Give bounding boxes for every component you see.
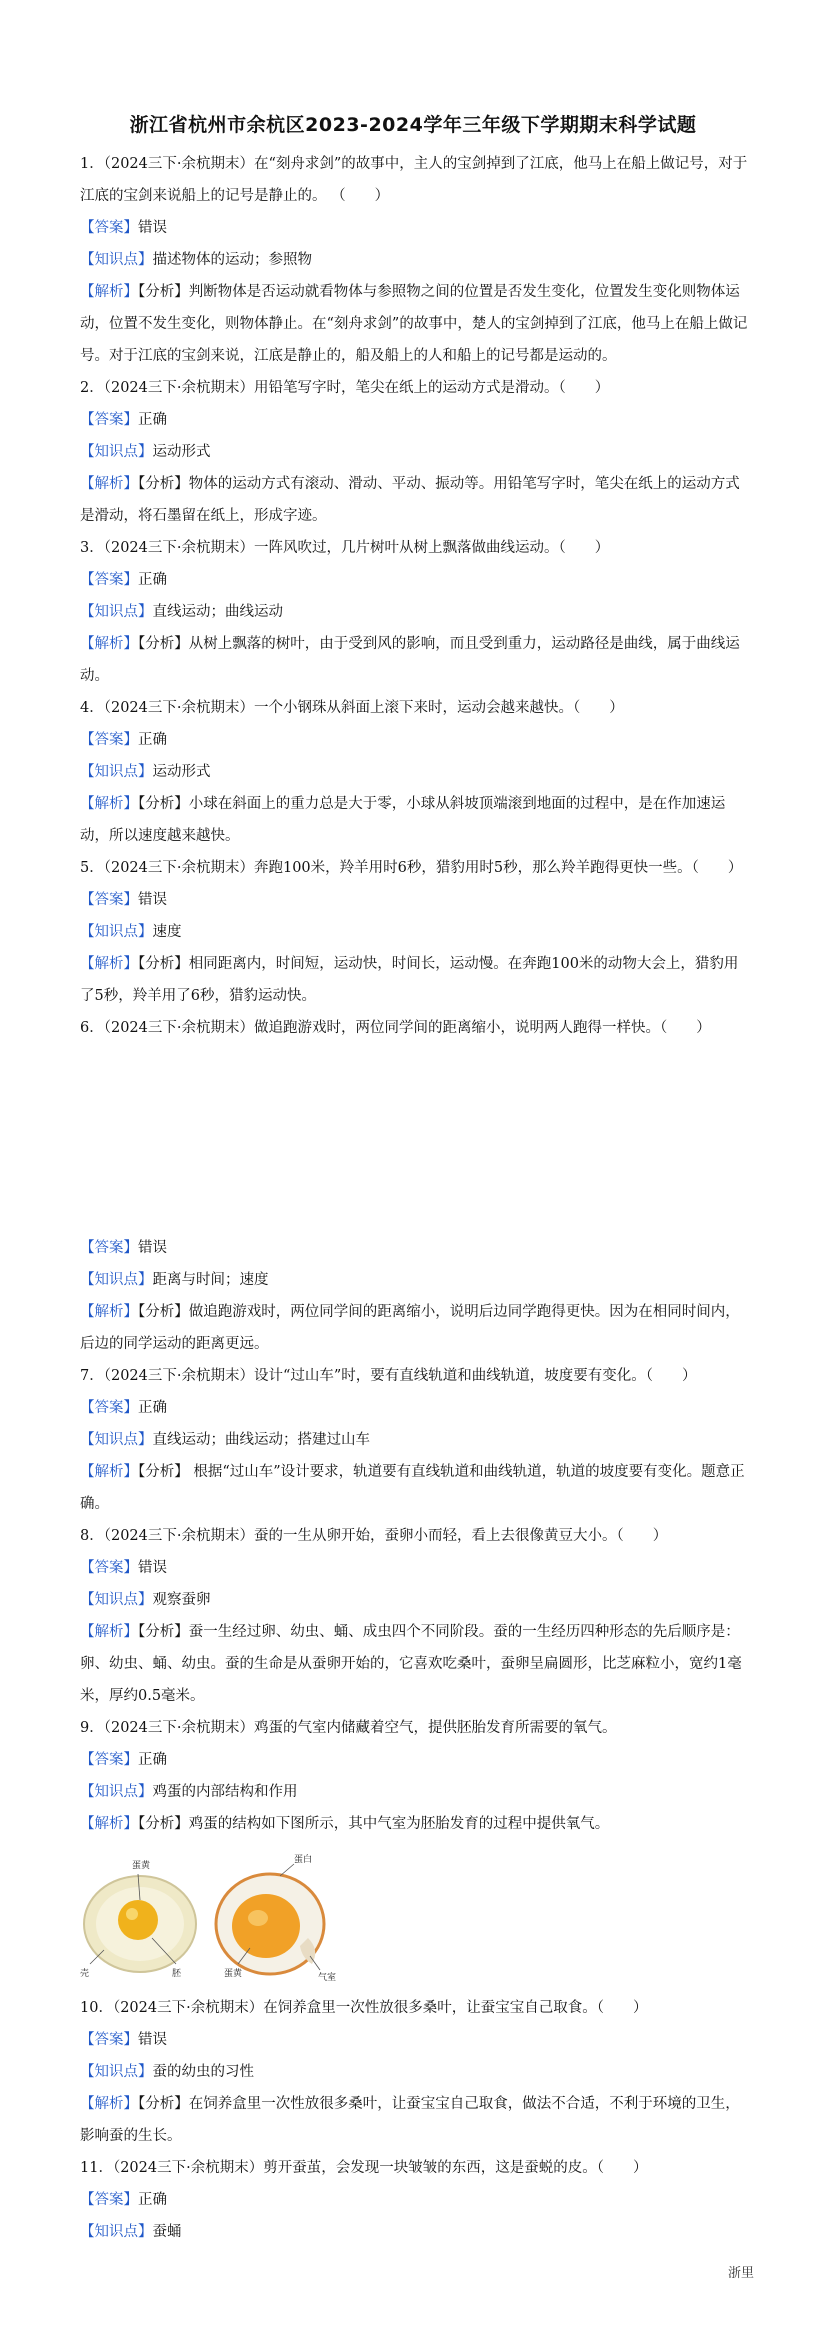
answer-tag: 【答案】 [80,1560,138,1576]
question-block [80,1360,752,1520]
question-block [80,1520,752,1712]
analysis-line [80,2088,752,2152]
page-title: 浙江省杭州市余杭区2023-2024学年三年级下学期期末科学试题 [129,114,697,136]
answer-tag: 【答案】 [80,2192,138,2208]
knowledge-line [80,1424,752,1456]
knowledge-value: 鸡蛋的内部结构和作用 [152,1784,298,1800]
answer-value: 错误 [138,1240,167,1256]
knowledge-value: 运动形式 [152,764,211,780]
answer-line [80,2024,752,2056]
egg-structure-figure [80,1846,380,1986]
answer-line [80,404,752,436]
analysis-line [80,1456,752,1520]
question-stem: 4．（2024三下·余杭期末）一个小钢珠从斜面上滚下来时，运动会越来越快。（ ） [80,700,624,716]
label-egg-white: 蛋白 [294,1855,313,1865]
analysis-tag: 【解析】 [80,796,138,812]
answer-value: 正确 [138,412,167,428]
answer-tag: 【答案】 [80,412,138,428]
answer-value: 正确 [138,732,167,748]
answer-tag: 【答案】 [80,892,138,908]
knowledge-line [80,1584,752,1616]
knowledge-line [80,244,752,276]
answer-tag: 【答案】 [80,2032,138,2048]
knowledge-tag: 【知识点】 [80,252,153,268]
boiled-egg-illustration [216,1864,324,1974]
answer-line [80,1392,752,1424]
analysis-value: 【分析】物体的运动方式有滚动、滑动、平动、振动等。用铅笔写字时，笔尖在纸上的运动方式是滑动，将石墨留在纸上，形成字迹。 [80,476,740,524]
question-stem: 2．（2024三下·余杭期末）用铅笔写字时，笔尖在纸上的运动方式是滑动。（ ） [80,380,610,396]
analysis-line [80,1616,752,1712]
analysis-tag: 【解析】 [80,636,138,652]
question-stem: 8．（2024三下·余杭期末）蚕的一生从卵开始，蚕卵小而轻，看上去很像黄豆大小。（ ） [80,1528,668,1544]
knowledge-value: 描述物体的运动；参照物 [152,252,312,268]
analysis-value: 【分析】判断物体是否运动就看物体与参照物之间的位置是否发生变化，位置发生变化则物体运动，位置不发生变化，则物体静止。在“刻舟求剑”的故事中，楚人的宝剑掉到了江底，他马上在船上做记号。对于江底的宝剑来说，江底是静止的，船及船上的人和船上的记号都是运动的。 [80,284,748,364]
analysis-value: 【分析】相同距离内，时间短，运动快，时间长，运动慢。在奔跑100米的动物大会上，猎豹用了5秒，羚羊用了6秒，猎豹运动快。 [80,956,739,1004]
analysis-tag: 【解析】 [80,956,138,972]
knowledge-value: 观察蚕卵 [152,1592,211,1608]
knowledge-line [80,2216,752,2248]
question-block [80,372,752,532]
answer-line [80,564,752,596]
knowledge-value: 运动形式 [152,444,211,460]
raw-egg-illustration [84,1874,196,1972]
knowledge-value: 直线运动；曲线运动；搭建过山车 [152,1432,370,1448]
egg-structure-svg [80,1846,380,1986]
analysis-tag: 【解析】 [80,1464,138,1480]
label-embryo: 胚 [172,1969,182,1979]
knowledge-line [80,1264,752,1296]
question-block [80,1012,752,1360]
knowledge-line [80,436,752,468]
knowledge-tag: 【知识点】 [80,1592,153,1608]
knowledge-tag: 【知识点】 [80,444,153,460]
answer-value: 错误 [138,220,167,236]
knowledge-line [80,916,752,948]
question-stem: 7．（2024三下·余杭期末）设计“过山车”时，要有直线轨道和曲线轨道，坡度要有变化。（ ） [80,1368,697,1384]
answer-line [80,1232,752,1264]
question-block [80,1712,752,1986]
knowledge-tag: 【知识点】 [80,604,153,620]
analysis-line [80,948,752,1012]
question-stem: 1．（2024三下·余杭期末）在“刻舟求剑”的故事中，主人的宝剑掉到了江底，他马上在船上做记号，对于江底的宝剑来说船上的记号是静止的。 （ ） [80,156,748,204]
question-block [80,532,752,692]
knowledge-line [80,1776,752,1808]
knowledge-tag: 【知识点】 [80,924,153,940]
analysis-tag: 【解析】 [80,284,138,300]
answer-value: 正确 [138,2192,167,2208]
analysis-tag: 【解析】 [80,1304,138,1320]
answer-line [80,212,752,244]
analysis-value: 【分析】做追跑游戏时，两位同学间的距离缩小，说明后边同学跑得更快。因为在相同时间内，后边的同学运动的距离更远。 [80,1304,740,1352]
analysis-line [80,628,752,692]
answer-tag: 【答案】 [80,1752,138,1768]
knowledge-line [80,2056,752,2088]
knowledge-line [80,596,752,628]
analysis-value: 【分析】小球在斜面上的重力总是大于零，小球从斜坡顶端滚到地面的过程中，是在作加速运动，所以速度越来越快。 [80,796,726,844]
analysis-value: 【分析】 根据“过山车”设计要求，轨道要有直线轨道和曲线轨道，轨道的坡度要有变化。题意正确。 [80,1464,745,1512]
knowledge-value: 直线运动；曲线运动 [152,604,283,620]
question-block [80,2152,752,2248]
answer-tag: 【答案】 [80,1400,138,1416]
analysis-tag: 【解析】 [80,2096,138,2112]
answer-tag: 【答案】 [80,572,138,588]
question-stem: 9．（2024三下·余杭期末）鸡蛋的气室内储藏着空气，提供胚胎发育所需要的氧气。 [80,1720,617,1736]
label-yolk-left: 蛋黄 [132,1861,151,1871]
analysis-tag: 【解析】 [80,1816,138,1832]
analysis-value: 【分析】在饲养盒里一次性放很多桑叶，让蚕宝宝自己取食，做法不合适，不利于环境的卫生，影响蚕的生长。 [80,2096,740,2144]
question-stem: 5．（2024三下·余杭期末）奔跑100米，羚羊用时6秒，猎豹用时5秒，那么羚羊跑得更快一些。（ ） [80,860,743,876]
page-footer: 浙里 [727,2266,754,2281]
label-air-cell: 气室 [318,1973,337,1983]
question-stem: 3．（2024三下·余杭期末）一阵风吹过，几片树叶从树上飘落做曲线运动。（ ） [80,540,610,556]
blank-space [80,1044,752,1232]
answer-value: 错误 [138,892,167,908]
answer-value: 错误 [138,1560,167,1576]
knowledge-value: 速度 [152,924,182,940]
question-block [80,1992,752,2152]
question-stem: 10．（2024三下·余杭期末）在饲养盒里一次性放很多桑叶，让蚕宝宝自己取食。（ ） [80,2000,648,2016]
knowledge-tag: 【知识点】 [80,2224,153,2240]
analysis-value: 【分析】蚕一生经过卵、幼虫、蛹、成虫四个不同阶段。蚕的一生经历四种形态的先后顺序是：卵、幼虫、蛹、幼虫。蚕的生命是从蚕卵开始的，它喜欢吃桑叶，蚕卵呈扁圆形，比芝麻粒小，宽约1毫米，厚约0.5毫米。 [80,1624,742,1704]
answer-line [80,1744,752,1776]
question-block [80,148,752,372]
answer-tag: 【答案】 [80,1240,138,1256]
analysis-value: 【分析】从树上飘落的树叶，由于受到风的影响，而且受到重力，运动路径是曲线，属于曲线运动。 [80,636,740,684]
analysis-tag: 【解析】 [80,1624,138,1640]
analysis-line [80,1296,752,1360]
label-shell: 壳 [80,1969,90,1979]
knowledge-tag: 【知识点】 [80,1272,153,1288]
analysis-line [80,788,752,852]
question-stem: 11．（2024三下·余杭期末）剪开蚕茧，会发现一块皱皱的东西，这是蚕蜕的皮。（ ） [80,2160,648,2176]
knowledge-value: 距离与时间；速度 [152,1272,269,1288]
knowledge-line [80,756,752,788]
answer-tag: 【答案】 [80,732,138,748]
answer-value: 错误 [138,2032,167,2048]
knowledge-tag: 【知识点】 [80,1432,153,1448]
answer-value: 正确 [138,1400,167,1416]
question-stem: 6．（2024三下·余杭期末）做追跑游戏时，两位同学间的距离缩小，说明两人跑得一样快。（ ） [80,1020,711,1036]
question-block [80,852,752,1012]
answer-line [80,724,752,756]
answer-line [80,884,752,916]
answer-line [80,1552,752,1584]
knowledge-value: 蚕的幼虫的习性 [152,2064,254,2080]
knowledge-tag: 【知识点】 [80,764,153,780]
answer-value: 正确 [138,1752,167,1768]
question-block [80,692,752,852]
analysis-line [80,1808,752,1840]
question-list [80,148,752,2248]
knowledge-tag: 【知识点】 [80,2064,153,2080]
knowledge-value: 蚕蛹 [152,2224,182,2240]
analysis-value: 【分析】鸡蛋的结构如下图所示，其中气室为胚胎发育的过程中提供氧气。 [138,1816,610,1832]
answer-value: 正确 [138,572,167,588]
analysis-line [80,276,752,372]
knowledge-tag: 【知识点】 [80,1784,153,1800]
analysis-line [80,468,752,532]
answer-line [80,2184,752,2216]
label-yolk-right: 蛋黄 [224,1969,243,1979]
answer-tag: 【答案】 [80,220,138,236]
analysis-tag: 【解析】 [80,476,138,492]
